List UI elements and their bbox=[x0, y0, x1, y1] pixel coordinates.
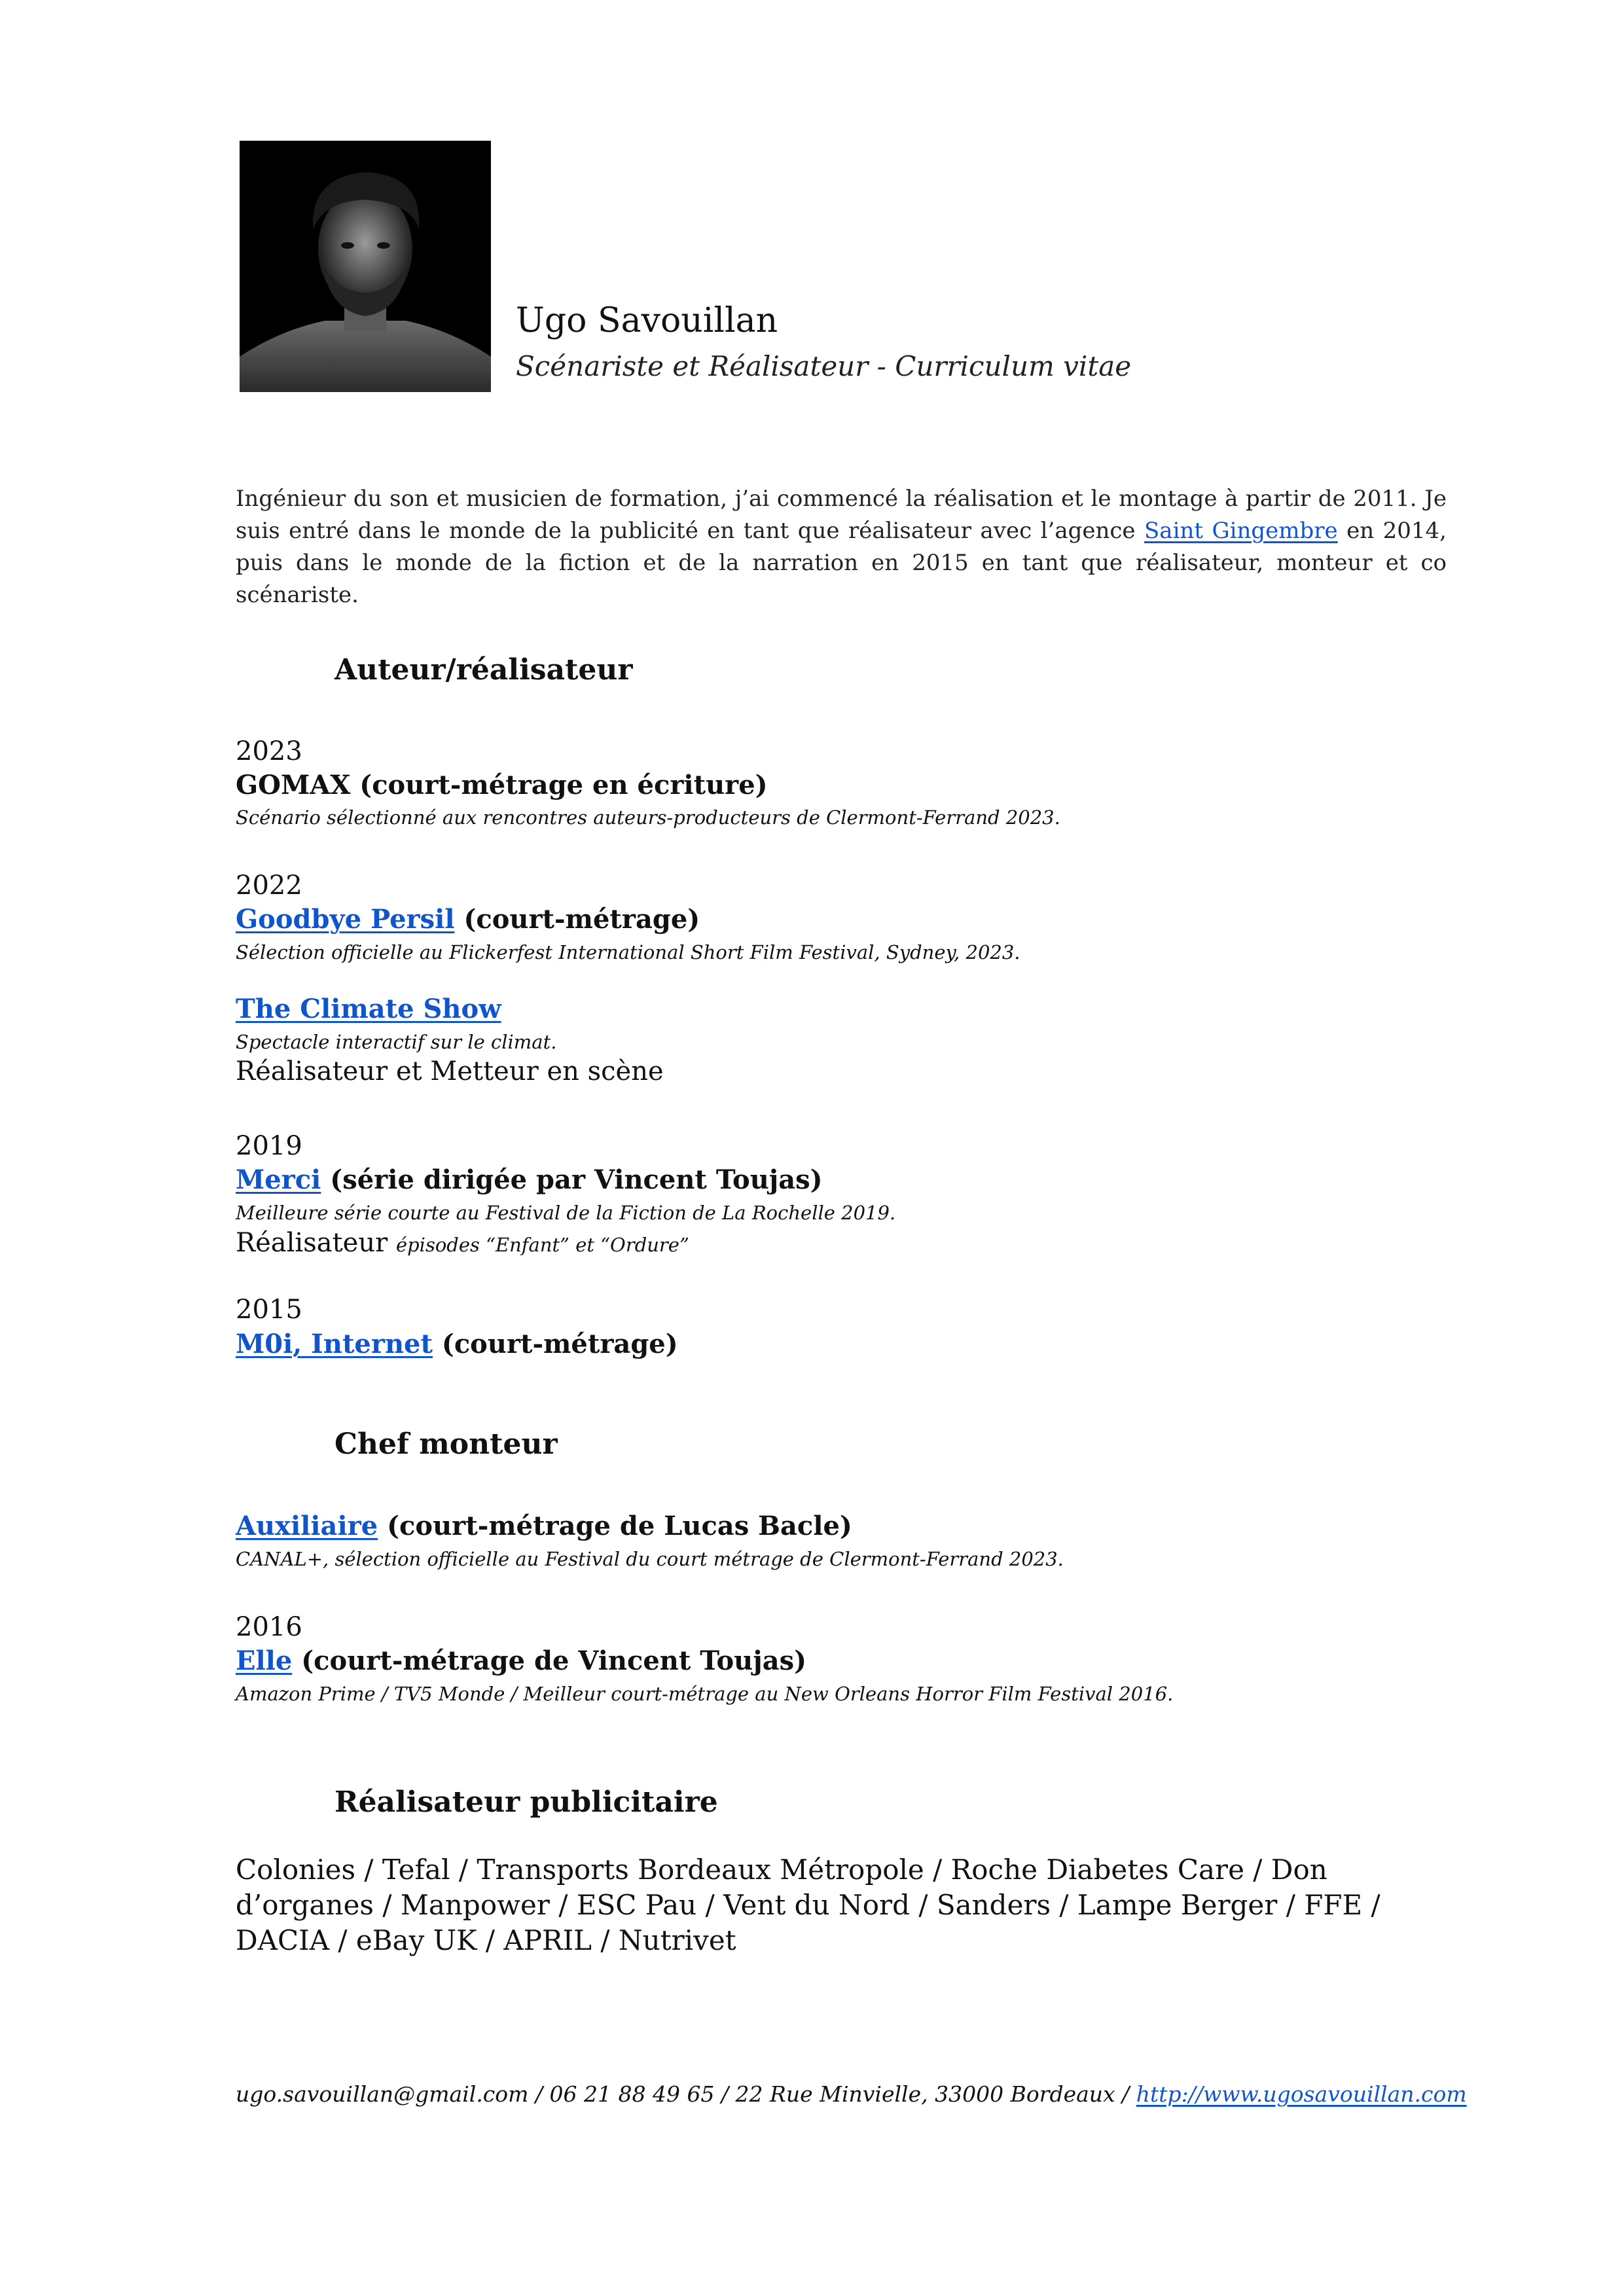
work-type-goodbye-persil: (court-métrage) bbox=[454, 904, 700, 935]
work-type-elle: (court-métrage de Vincent Toujas) bbox=[292, 1645, 807, 1676]
section-title-ads: Réalisateur publicitaire bbox=[334, 1785, 718, 1819]
year-2023: 2023 bbox=[236, 736, 302, 766]
year-2022: 2022 bbox=[236, 870, 302, 901]
work-title-moi-internet bbox=[236, 1329, 678, 1359]
moi-internet-link[interactable]: M0i, Internet bbox=[236, 1329, 433, 1359]
portrait-image bbox=[240, 141, 491, 392]
work-title-elle bbox=[236, 1645, 806, 1676]
saint-gingembre-link[interactable]: Saint Gingembre bbox=[1144, 518, 1338, 544]
clients-list: Colonies / Tefal / Transports Bordeaux Métropole / Roche Diabetes Care / Don d’organes / Manpower / ESC Pau / Vent du Nord / Sanders / Lampe Berger / FFE / DACIA / eBay UK / APRIL / Nutrivet bbox=[236, 1854, 1380, 1956]
work-title-merci bbox=[236, 1164, 823, 1195]
work-note-elle: Amazon Prime / TV5 Monde / Meilleur court-métrage au New Orleans Horror Film Festival 2016. bbox=[236, 1683, 1174, 1705]
merci-link[interactable]: Merci bbox=[236, 1164, 321, 1195]
work-note-auxiliaire: CANAL+, sélection officielle au Festival du court métrage de Clermont-Ferrand 2023. bbox=[236, 1548, 1064, 1570]
climate-show-link[interactable]: The Climate Show bbox=[236, 994, 501, 1024]
elle-link[interactable]: Elle bbox=[236, 1645, 293, 1676]
intro-text-start: Ingénieur du son et musicien de formation, j’ai commencé la réalisation et le montage à partir de 2011. Je suis entré dans le monde de la publicité en tant que réalisateur avec l’agence bbox=[236, 486, 1447, 544]
role-label-merci: Réalisateur bbox=[236, 1228, 396, 1258]
work-type-auxiliaire: (court-métrage de Lucas Bacle) bbox=[378, 1511, 852, 1541]
auxiliaire-link[interactable]: Auxiliaire bbox=[236, 1511, 378, 1541]
year-2019: 2019 bbox=[236, 1131, 302, 1161]
contact-details: ugo.savouillan@gmail.com / 06 21 88 49 65 / 22 Rue Minvielle, 33000 Bordeaux / bbox=[236, 2081, 1136, 2107]
goodbye-persil-link[interactable]: Goodbye Persil bbox=[236, 904, 455, 935]
year-2016: 2016 bbox=[236, 1612, 302, 1642]
work-title-climate-show bbox=[236, 994, 501, 1024]
work-note-climate-show: Spectacle interactif sur le climat. bbox=[236, 1031, 557, 1053]
work-note-merci: Meilleure série courte au Festival de la Fiction de La Rochelle 2019. bbox=[236, 1202, 896, 1224]
person-name: Ugo Savouillan bbox=[516, 301, 778, 340]
episodes-merci: épisodes “Enfant” et “Ordure” bbox=[395, 1234, 689, 1256]
work-note-goodbye-persil: Sélection officielle au Flickerfest International Short Film Festival, Sydney, 2023. bbox=[236, 941, 1020, 963]
work-title-gomax: GOMAX (court-métrage en écriture) bbox=[236, 770, 768, 800]
section-title-editor: Chef monteur bbox=[334, 1427, 558, 1461]
intro-paragraph bbox=[236, 483, 1447, 611]
website-link[interactable]: http://www.ugosavouillan.com bbox=[1136, 2081, 1467, 2107]
profile-photo bbox=[240, 141, 491, 392]
work-role-merci bbox=[236, 1228, 689, 1258]
contact-footer bbox=[236, 2081, 1467, 2107]
work-title-auxiliaire bbox=[236, 1511, 852, 1541]
year-2015: 2015 bbox=[236, 1295, 302, 1325]
work-type-moi-internet: (court-métrage) bbox=[432, 1329, 678, 1359]
document-subtitle: Scénariste et Réalisateur - Curriculum vitae bbox=[516, 350, 1132, 382]
work-title-goodbye-persil bbox=[236, 904, 700, 935]
section-title-author: Auteur/réalisateur bbox=[334, 653, 633, 687]
work-note-gomax: Scénario sélectionné aux rencontres auteurs-producteurs de Clermont-Ferrand 2023. bbox=[236, 806, 1060, 829]
intro-text-end: en 2014, puis dans le monde de la fiction et de la narration en 2015 en tant que réalisateur, monteur et co scénariste. bbox=[236, 518, 1447, 608]
work-type-merci: (série dirigée par Vincent Toujas) bbox=[321, 1164, 823, 1195]
work-role-climate-show: Réalisateur et Metteur en scène bbox=[236, 1056, 664, 1086]
